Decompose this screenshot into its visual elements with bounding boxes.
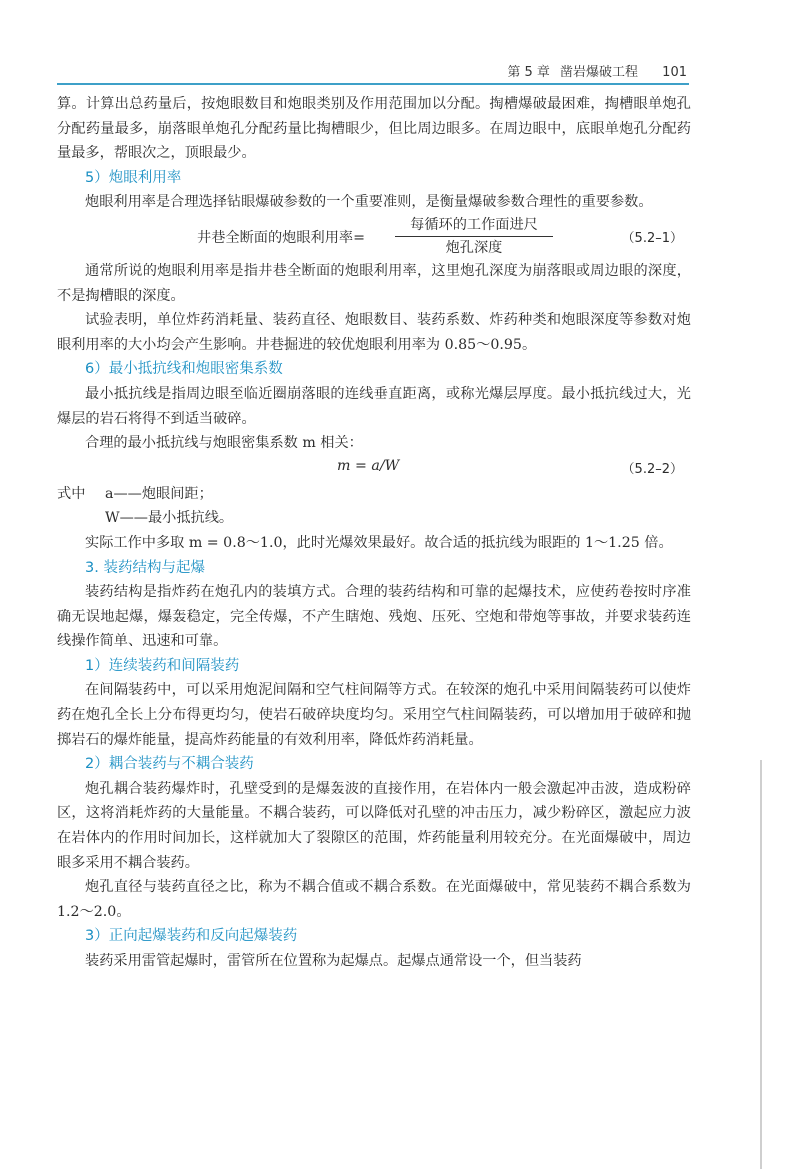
formula-1-denominator: 炮孔深度 <box>445 239 503 256</box>
where-a: a——炮眼间距； <box>105 485 213 502</box>
paragraph-5: 最小抵抗线是指周边眼至临近圈崩落眼的连线垂直距离，或称光爆层厚度。最小抵抗线过大，光爆层的岩石将得不到适当破碎。 <box>57 385 691 427</box>
page-number: 101 <box>662 65 687 80</box>
heading-continuous-interval: 1）连续装药和间隔装药 <box>85 657 240 674</box>
where-lead: 式中 <box>57 485 86 502</box>
formula-5-2-2 <box>57 456 691 482</box>
paragraph-1: 算。计算出总药量后，按炮眼数目和炮眼类别及作用范围加以分配。掏槽爆破最困难，掏槽眼单炮孔分配药量最多，崩落眼单炮孔分配药量比掏槽眼少，但比周边眼多。在周边眼中，底眼单炮孔分配药量最多，帮眼次之，顶眼最少。 <box>57 96 691 162</box>
paragraph-10: 炮孔耦合装药爆炸时，孔壁受到的是爆轰波的直接作用，在岩体内一般会激起冲击波，造成粉碎区，这将消耗炸药的大量能量。不耦合装药，可以降低对孔壁的冲击压力，减少粉碎区，激起应力波在岩体内的作用时间加长，这样就加大了裂隙区的范围，炸药能量利用较充分。在光面爆破中，周边眼多采用不耦合装药。 <box>57 780 691 871</box>
heading-charge-structure: 3. 装药结构与起爆 <box>85 559 205 576</box>
paragraph-7: 实际工作中多取 m = 0.8～1.0，此时光爆效果最好。故合适的抵抗线为眼距的 1～1.25 倍。 <box>85 534 673 551</box>
header-rule <box>57 83 689 85</box>
where-line-w <box>57 506 691 531</box>
chapter-title: 凿岩爆破工程 <box>560 65 639 80</box>
formula-1-lhs: 井巷全断面的炮眼利用率= <box>197 229 365 246</box>
equation-number-2: （5.2–2） <box>621 461 683 477</box>
paragraph-8: 装药结构是指炸药在炮孔内的装填方式。合理的装药结构和可靠的起爆技术，应使药卷按时序准确无误地起爆，爆轰稳定，完全传爆，不产生瞎炮、残炮、压死、空炮和带炮等事故，并要求装药连线操作简单、迅速和可靠。 <box>57 584 691 650</box>
heading-blasthole-utilization: 5）炮眼利用率 <box>85 169 182 186</box>
paragraph-4: 试验表明，单位炸药消耗量、装药直径、炮眼数目、装药系数、炸药种类和炮眼深度等参数对炮眼利用率的大小均会产生影响。井巷掘进的较优炮眼利用率为 0.85～0.95。 <box>57 312 691 353</box>
where-w: W——最小抵抗线。 <box>105 510 234 527</box>
formula-1-numerator: 每循环的工作面进尺 <box>410 216 538 233</box>
paragraph-9: 在间隔装药中，可以采用炮泥间隔和空气柱间隔等方式。在较深的炮孔中采用间隔装药可以使炸药在炮孔全长上分布得更均匀，使岩石破碎块度均匀。采用空气柱间隔装药，可以增加用于破碎和抛掷岩石的爆炸能量，提高炸药能量的有效利用率，降低炸药消耗量。 <box>57 682 691 748</box>
paragraph-6: 合理的最小抵抗线与炮眼密集系数 m 相关： <box>85 435 363 452</box>
chapter-label: 第 5 章 <box>507 65 550 80</box>
page-edge-shadow <box>760 760 762 1169</box>
formula-1-fraction <box>395 215 553 258</box>
equation-number-1: （5.2–1） <box>621 230 683 246</box>
paragraph-2: 炮眼利用率是合理选择钻眼爆破参数的一个重要准则，是衡量爆破参数合理性的重要参数。 <box>85 194 653 211</box>
heading-coupled-decoupled: 2）耦合装药与不耦合装药 <box>85 756 254 773</box>
where-line-a <box>57 482 691 507</box>
paragraph-12: 装药采用雷管起爆时，雷管所在位置称为起爆点。起爆点通常设一个，但当装药 <box>85 953 582 969</box>
page-header <box>0 57 689 85</box>
heading-forward-reverse: 3）正向起爆装药和反向起爆装药 <box>85 928 298 945</box>
paragraph-11: 炮孔直径与装药直径之比，称为不耦合值或不耦合系数。在光面爆破中，常见装药不耦合系数为 1.2～2.0。 <box>57 879 691 920</box>
formula-5-2-1 <box>57 215 691 259</box>
formula-2-expression: m = a/W <box>337 457 400 474</box>
paragraph-3: 通常所说的炮眼利用率是指井巷全断面的炮眼利用率，这里炮孔深度为崩落眼或周边眼的深度，不是掏槽眼的深度。 <box>57 262 691 304</box>
page-body <box>57 92 691 974</box>
fraction-bar <box>395 236 553 237</box>
heading-min-burden: 6）最小抵抗线和炮眼密集系数 <box>85 361 283 378</box>
header-text <box>507 61 687 80</box>
